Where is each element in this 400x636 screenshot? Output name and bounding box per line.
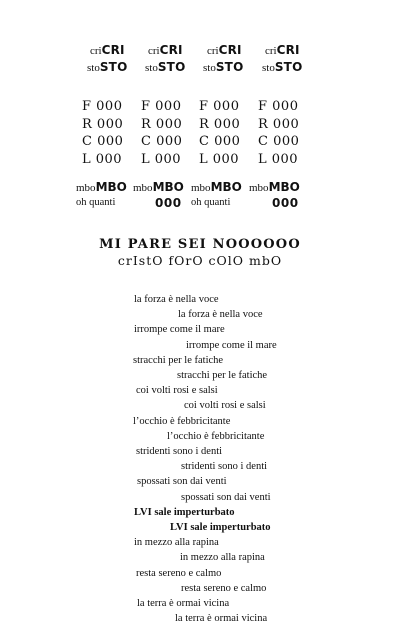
verse-line-18: in mezzo alla rapina (180, 552, 265, 564)
mbo-cell-2: mboMBO (133, 180, 184, 194)
sto-cell-1: stoSTO (87, 60, 128, 74)
f-row-cell-3: F 000 (199, 99, 240, 114)
verse-line-20: resta sereno e calmo (181, 582, 267, 594)
ooo-1: 000 (155, 196, 182, 210)
mbo-cell-4: mboMBO (249, 180, 300, 194)
verse-line-1: la forza è nella voce (134, 294, 219, 305)
mbo-cell-1: mboMBO (76, 180, 127, 194)
ooo-2: 000 (272, 196, 299, 210)
oh-quanti-1: oh quanti (76, 197, 116, 208)
f-row-cell-2: F 000 (141, 99, 182, 114)
verse-line-21: la terra è ormai vicina (137, 598, 230, 609)
verse-line-4: irrompe come il mare (186, 339, 277, 351)
sto-cell-3: stoSTO (203, 60, 244, 74)
r-row-cell-1: R 000 (82, 117, 124, 132)
l-row-cell-2: L 000 (141, 152, 182, 167)
verse-line-12: stridenti sono i denti (181, 461, 268, 473)
verse-line-13: spossati son dai venti (137, 476, 227, 488)
l-row-cell-4: L 000 (258, 152, 299, 167)
sto-cell-4: stoSTO (262, 60, 303, 74)
cri-cell-1: criCRI (90, 43, 125, 57)
r-row-cell-3: R 000 (199, 117, 241, 132)
verse-line-11: stridenti sono i denti (136, 446, 223, 457)
verse-line-19: resta sereno e calmo (136, 567, 222, 579)
l-row-cell-1: L 000 (82, 152, 123, 167)
verse-line-9: l’occhio è febbricitante (133, 415, 231, 427)
f-row-cell-4: F 000 (258, 99, 299, 114)
verse-line-8: coi volti rosi e salsi (184, 400, 266, 412)
verse-line-15: LVI sale imperturbato (134, 506, 235, 518)
verse-line-16: LVI sale imperturbato (170, 522, 271, 533)
r-row-cell-4: R 000 (258, 117, 300, 132)
c-row-cell-1: C 000 (82, 134, 124, 149)
verse-line-14: spossati son dai venti (181, 491, 271, 503)
mbo-cell-3: mboMBO (191, 180, 242, 194)
sto-cell-2: stoSTO (145, 60, 186, 74)
verse-line-5: stracchi per le fatiche (133, 354, 224, 366)
c-row-cell-3: C 000 (199, 134, 241, 149)
oh-quanti-2: oh quanti (191, 197, 231, 208)
verse-line-3: irrompe come il mare (134, 324, 225, 336)
cri-cell-4: criCRI (265, 43, 300, 57)
verse-line-22: la terra è ormai vicina (175, 613, 268, 625)
f-row-cell-1: F 000 (82, 99, 123, 114)
poem-subtitle: crIstO fOrO cOlO mbO (117, 253, 283, 268)
verse-line-17: in mezzo alla rapina (134, 537, 219, 549)
cri-cell-2: criCRI (148, 43, 183, 57)
cri-cell-3: criCRI (207, 43, 242, 57)
c-row-cell-4: C 000 (258, 134, 300, 149)
verse-line-2: la forza è nella voce (178, 309, 263, 321)
r-row-cell-2: R 000 (141, 117, 183, 132)
l-row-cell-3: L 000 (199, 152, 240, 167)
verse-line-10: l’occhio è febbricitante (167, 430, 265, 442)
verse-line-6: stracchi per le fatiche (177, 370, 268, 381)
poem-title: MI PARE SEI NOOOOOO (99, 237, 301, 252)
c-row-cell-2: C 000 (141, 134, 183, 149)
verse-line-7: coi volti rosi e salsi (136, 385, 218, 397)
